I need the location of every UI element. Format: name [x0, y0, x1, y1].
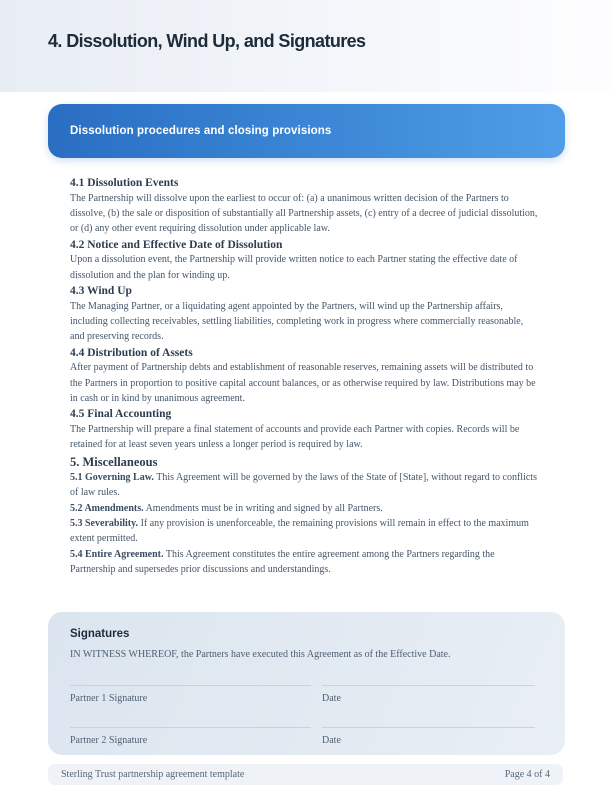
- section-heading-4-5: 4.5 Final Accounting: [70, 408, 172, 421]
- signature-row-2: [70, 727, 543, 746]
- page-header-band: [0, 0, 612, 92]
- footer-document-name: Sterling Trust partnership agreement template: [61, 769, 245, 780]
- clause-5-4-text: This Agreement constitutes the entire agreement among the Partners regarding the Partnership and supersedes prior discussions and understandings.: [70, 548, 495, 576]
- footer-page-number: Page 4 of 4: [504, 769, 550, 780]
- signatures-panel: [48, 612, 565, 755]
- partner-2-signature-line: Partner 2 Signature: [70, 727, 311, 746]
- clause-5-1: [70, 470, 540, 501]
- witness-statement: IN WITNESS WHEREOF, the Partners have executed this Agreement as of the Effective Date.: [70, 649, 451, 660]
- section-heading-4-1: 4.1 Dissolution Events: [70, 177, 179, 189]
- page-footer: [48, 764, 563, 785]
- section-banner: [48, 104, 565, 158]
- partner-1-date-line: Date: [322, 685, 535, 704]
- section-heading-4-3: 4.3 Wind Up: [70, 285, 132, 298]
- section-paragraph-4-3: The Managing Partner, or a liquidating agent appointed by the Partners, will wind up the Partnership affairs, including collecting receivables, settling liabilities, completing work in progress where commercially reasonable, and preserving records.: [70, 300, 524, 343]
- partner-1-signature-line: Partner 1 Signature: [70, 685, 311, 704]
- signature-row-1: [70, 685, 543, 704]
- clause-5-4-label: 5.4 Entire Agreement.: [70, 548, 164, 560]
- section-heading-4-4: 4.4 Distribution of Assets: [70, 346, 193, 359]
- section-paragraph-4-4: After payment of Partnership debts and establishment of reasonable reserves, remaining assets will be distributed to the Partners in proportion to positive capital account balances, or as otherwise required by law. Distributions may be in cash or in kind by unanimous agreement.: [70, 362, 536, 405]
- section-banner-label: Dissolution procedures and closing provisions: [70, 125, 332, 137]
- clause-5-2-text: Amendments must be in writing and signed by all Partners.: [143, 502, 383, 514]
- clause-5-3: [70, 516, 540, 547]
- partner-2-date-line: Date: [322, 727, 535, 746]
- document-body: [70, 177, 540, 578]
- section-heading-4-2: 4.2 Notice and Effective Date of Dissolution: [70, 238, 283, 251]
- clause-5-3-text: If any provision is unenforceable, the remaining provisions will remain in effect to the maximum extent permitted.: [70, 518, 529, 545]
- section-paragraph-4-1: The Partnership will dissolve upon the earliest to occur of: (a) a unanimous written decision of the Partners to dissolve, (b) the sale or disposition of substantially all Partnership assets, (c) entry of a decree of judicial dissolution, or (d) any other event requiring dissolution under applicable law.: [70, 192, 538, 235]
- page-title: 4. Dissolution, Wind Up, and Signatures: [48, 31, 366, 51]
- clause-5-3-label: 5.3 Severability.: [70, 518, 139, 529]
- clause-5-2-label: 5.2 Amendments.: [70, 502, 144, 514]
- clause-5-1-text: This Agreement will be governed by the laws of the State of [State], without regard to conflicts of law rules.: [70, 471, 537, 499]
- section-paragraph-4-2: Upon a dissolution event, the Partnership will provide written notice to each Partner stating the effective date of dissolution and the plan for winding up.: [70, 254, 518, 281]
- section-heading-5: 5. Miscellaneous: [70, 454, 158, 469]
- signatures-heading: Signatures: [70, 628, 130, 640]
- clause-5-2: [70, 501, 540, 516]
- clause-5-4: [70, 547, 540, 578]
- section-paragraph-4-5: The Partnership will prepare a final statement of accounts and provide each Partner with copies. Records will be retained for at least seven years unless a longer period is required by law.: [70, 423, 520, 451]
- clause-5-1-label: 5.1 Governing Law.: [70, 471, 154, 483]
